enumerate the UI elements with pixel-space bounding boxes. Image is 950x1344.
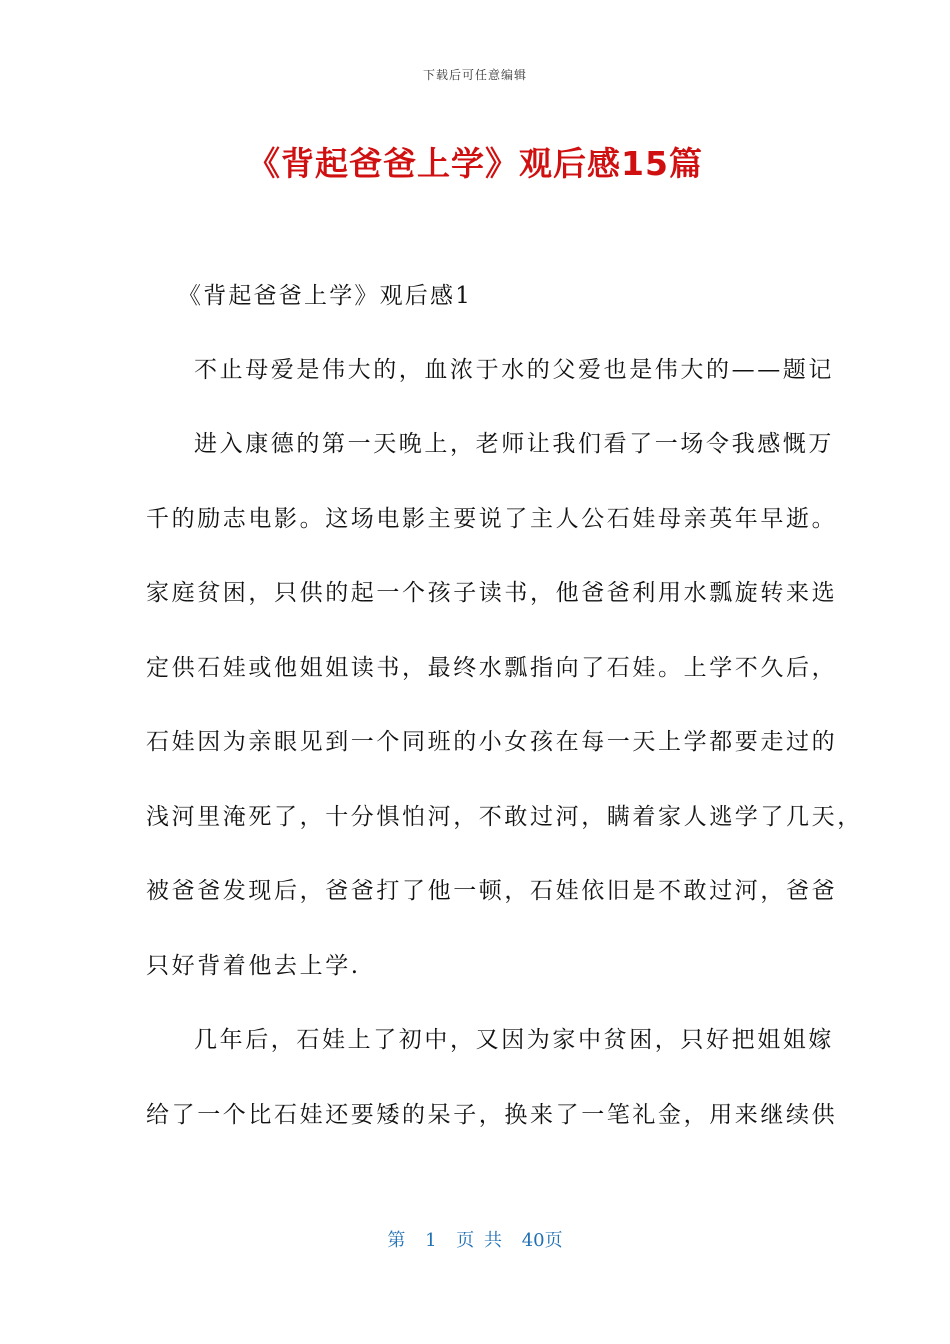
paragraph-line: 浅河里淹死了，十分惧怕河，不敢过河，瞒着家人逃学了几天， xyxy=(146,804,863,830)
header-note: 下载后可任意编辑 xyxy=(422,68,527,82)
paragraph-line: 进入康德的第一天晚上，老师让我们看了一场令我感慨万 xyxy=(194,431,834,457)
paragraph-line: 定供石娃或他姐姐读书，最终水瓢指向了石娃。上学不久后， xyxy=(146,655,838,681)
footer-prefix: 第 xyxy=(387,1230,406,1251)
current-page-number: 1 xyxy=(425,1230,437,1251)
paragraph-line: 家庭贫困，只供的起一个孩子读书，他爸爸利用水瓢旋转来选 xyxy=(146,580,838,606)
section-heading: 《背起爸爸上学》观后感1 xyxy=(178,283,473,309)
document-title: 《背起爸爸上学》观后感15篇 xyxy=(247,144,703,183)
total-pages: 40页 xyxy=(521,1230,563,1251)
paragraph-line: 被爸爸发现后，爸爸打了他一顿，石娃依旧是不敢过河，爸爸 xyxy=(146,878,838,904)
footer-middle: 页 共 xyxy=(456,1230,502,1251)
paragraph-line: 千的励志电影。这场电影主要说了主人公石娃母亲英年早逝。 xyxy=(146,506,838,532)
paragraph-line: 几年后，石娃上了初中，又因为家中贫困，只好把姐姐嫁 xyxy=(194,1027,834,1053)
paragraph-line: 不止母爱是伟大的，血浓于水的父爱也是伟大的——题记 xyxy=(194,357,834,383)
paragraph-line: 给了一个比石娃还要矮的呆子，换来了一笔礼金，用来继续供 xyxy=(146,1102,838,1128)
page-footer xyxy=(0,1226,950,1252)
paragraph-line: 只好背着他去上学. xyxy=(146,953,361,979)
paragraph-line: 石娃因为亲眼见到一个同班的小女孩在每一天上学都要走过的 xyxy=(146,729,838,755)
